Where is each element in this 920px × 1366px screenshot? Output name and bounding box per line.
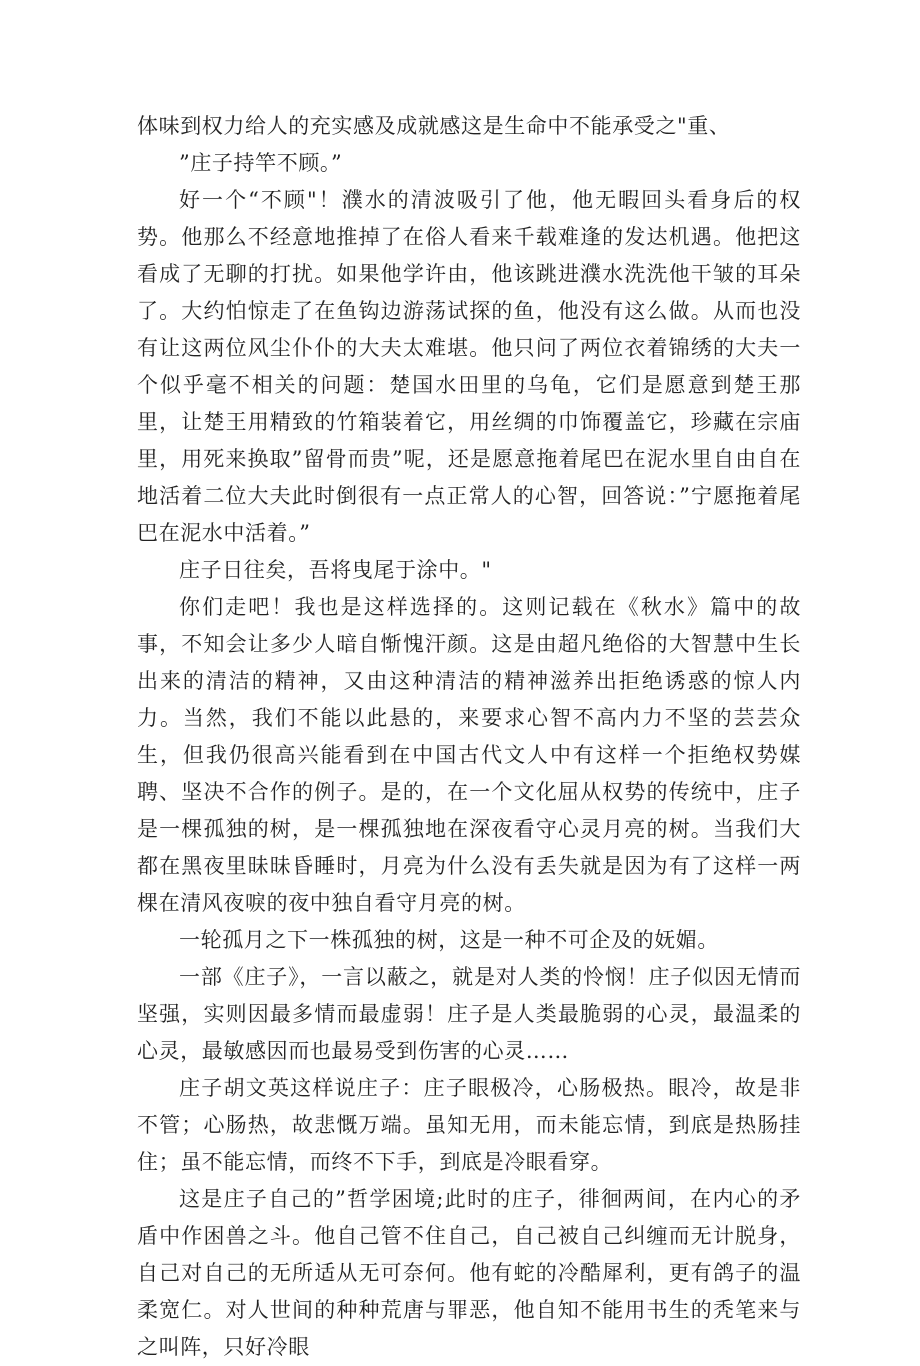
paragraph-3: 好一个“不顾"！濮水的清波吸引了他，他无暇回头看身后的权势。他那么不经意地推掉了在俗人看来千载难逢的发达机遇。他把这看成了无聊的打扰。如果他学许由，他该跳进濮水洗洗他干皱的耳朵了。大约怕惊走了在鱼钩边游荡试探的鱼，他没有这么做。从而也没有让这两位风尘仆仆的大夫太难堪。他只问了两位衣着锦绣的大夫一个似乎毫不相关的问题：楚国水田里的乌龟，它们是愿意到楚王那里，让楚王用精致的竹箱装着它，用丝绸的巾饰覆盖它，珍藏在宗庙里，用死来换取”留骨而贵”呢，还是愿意拖着尾巴在泥水里自由自在地活着二位大夫此时倒很有一点正常人的心智，回答说：”宁愿拖着尾巴在泥水中活着。” [137,188,801,545]
paragraph-9: 这是庄子自己的”哲学困境;此时的庄子，徘徊两间，在内心的矛盾中作困兽之斗。他自己管不住自己，自己被自己纠缠而无计脱身，自己对自己的无所适从无可奈何。他有蛇的冷酷犀利，更有鸽子的温柔宽仁。对人世间的种种荒唐与罪恶，他自知不能用书生的秃笔来与之叫阵，只好冷眼 [137,1187,801,1359]
paragraph-5: 你们走吧！我也是这样选择的。这则记载在《秋水》篇中的故事，不知会让多少人暗自惭愧汗颜。这是由超凡绝俗的大智慧中生长出来的清洁的精神，又由这种清洁的精神滋养出拒绝诱惑的惊人内力。当然，我们不能以此悬的，来要求心智不高内力不坚的芸芸众生，但我仍很高兴能看到在中国古代文人中有这样一个拒绝权势媒聘、坚决不合作的例子。是的，在一个文化屈从权势的传统中，庄子是一棵孤独的树，是一棵孤独地在深夜看守心灵月亮的树。当我们大都在黑夜里昧昧昏睡时，月亮为什么没有丢失就是因为有了这样一两棵在清风夜唳的夜中独自看守月亮的树。 [137,595,801,915]
paragraph-7: 一部《庄子》，一言以蔽之，就是对人类的怜悯！庄子似因无情而坚强，实则因最多情而最虚弱！庄子是人类最脆弱的心灵，最温柔的心灵，最敏感因而也最易受到伤害的心灵…… [137,965,801,1063]
paragraph-8: 庄子胡文英这样说庄子：庄子眼极冷，心肠极热。眼冷，故是非不管；心肠热，故悲慨万端。虽知无用，而未能忘情，到底是热肠挂住；虽不能忘情，而终不下手，到底是冷眼看穿。 [137,1076,801,1174]
paragraph-2: ”庄子持竿不顾。” [179,151,343,175]
paragraph-4: 庄子日往矣，吾将曳尾于涂中。" [179,558,492,582]
paragraph-6: 一轮孤月之下一株孤独的树，这是一种不可企及的妩媚。 [179,928,719,952]
article-body [137,108,801,1366]
paragraph-1: 体味到权力给人的充实感及成就感这是生命中不能承受之"重、 [137,114,731,138]
